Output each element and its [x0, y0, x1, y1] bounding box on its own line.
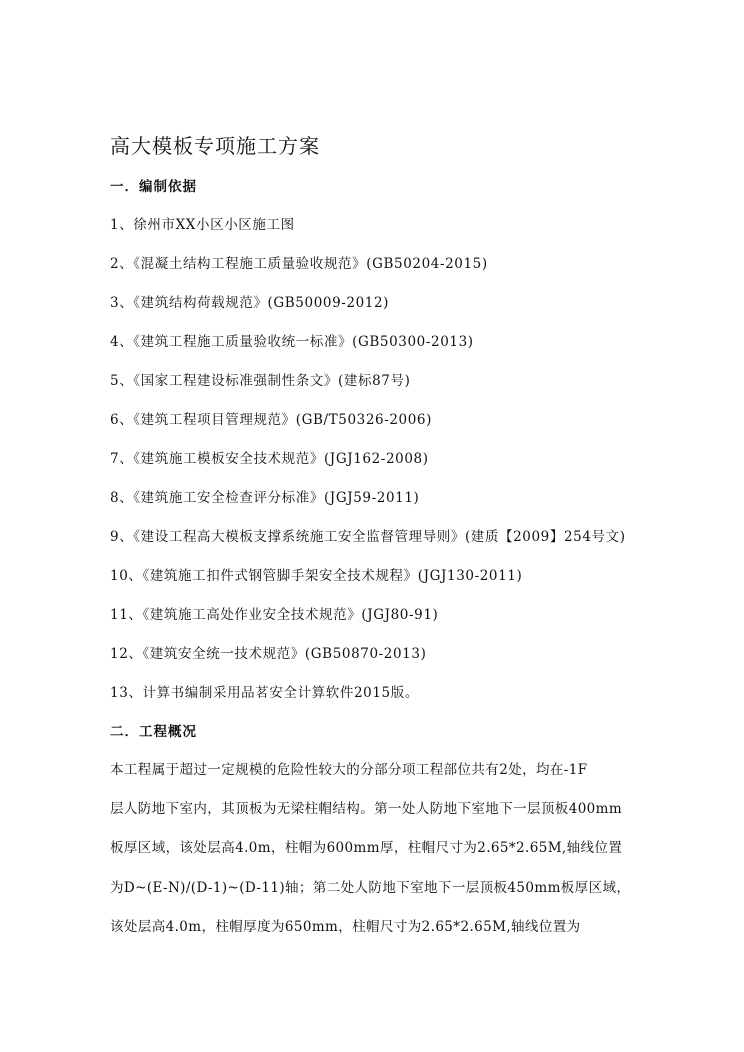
list-item: 7、《建筑施工模板安全技术规范》(JGJ162-2008): [110, 451, 429, 467]
list-item: 10、《建筑施工扣件式钢管脚手架安全技术规程》(JGJ130-2011): [110, 568, 523, 584]
paragraph-line: 层人防地下室内，其顶板为无梁柱帽结构。第一处人防地下室地下一层顶板400mm: [110, 801, 623, 818]
list-item: 1、徐州市XX小区小区施工图: [110, 217, 295, 233]
list-item: 13、计算书编制采用品茗安全计算软件2015版。: [110, 685, 419, 701]
list-item: 2、《混凝土结构工程施工质量验收规范》(GB50204-2015): [110, 256, 488, 272]
reference-list: [110, 216, 626, 723]
overview-paragraph: [110, 761, 630, 957]
list-item: 12、《建筑安全统一技术规范》(GB50870-2013): [110, 646, 427, 662]
list-item: 9、《建设工程高大模板支撑系统施工安全监督管理导则》(建质【2009】254号文): [110, 529, 626, 545]
paragraph-line: 该处层高4.0m，柱帽厚度为650mm，柱帽尺寸为2.65*2.65M,轴线位置为: [110, 918, 581, 935]
section-heading-overview: 二．工程概况: [110, 724, 197, 740]
list-item: 4、《建筑工程施工质量验收统一标准》(GB50300-2013): [110, 334, 474, 350]
section-heading-basis: 一．编制依据: [110, 179, 197, 195]
list-item: 3、《建筑结构荷载规范》(GB50009-2012): [110, 295, 390, 311]
list-item: 5、《国家工程建设标准强制性条文》(建标87号): [110, 373, 411, 389]
list-item: 11、《建筑施工高处作业安全技术规范》(JGJ80-91): [110, 607, 439, 623]
document-title: 高大模板专项施工方案: [110, 134, 320, 158]
paragraph-line: 为D~(E-N)/(D-1)~(D-11)轴；第二处人防地下室地下一层顶板450mm板厚区域，: [110, 879, 631, 896]
list-item: 8、《建筑施工安全检查评分标准》(JGJ59-2011): [110, 490, 420, 506]
paragraph-line: 本工程属于超过一定规模的危险性较大的分部分项工程部位共有2处，均在-1F: [110, 762, 588, 778]
list-item: 6、《建筑工程项目管理规范》(GB/T50326-2006): [110, 412, 432, 428]
paragraph-line: 板厚区域，该处层高4.0m，柱帽为600mm厚，柱帽尺寸为2.65*2.65M,轴线位置: [110, 840, 623, 857]
